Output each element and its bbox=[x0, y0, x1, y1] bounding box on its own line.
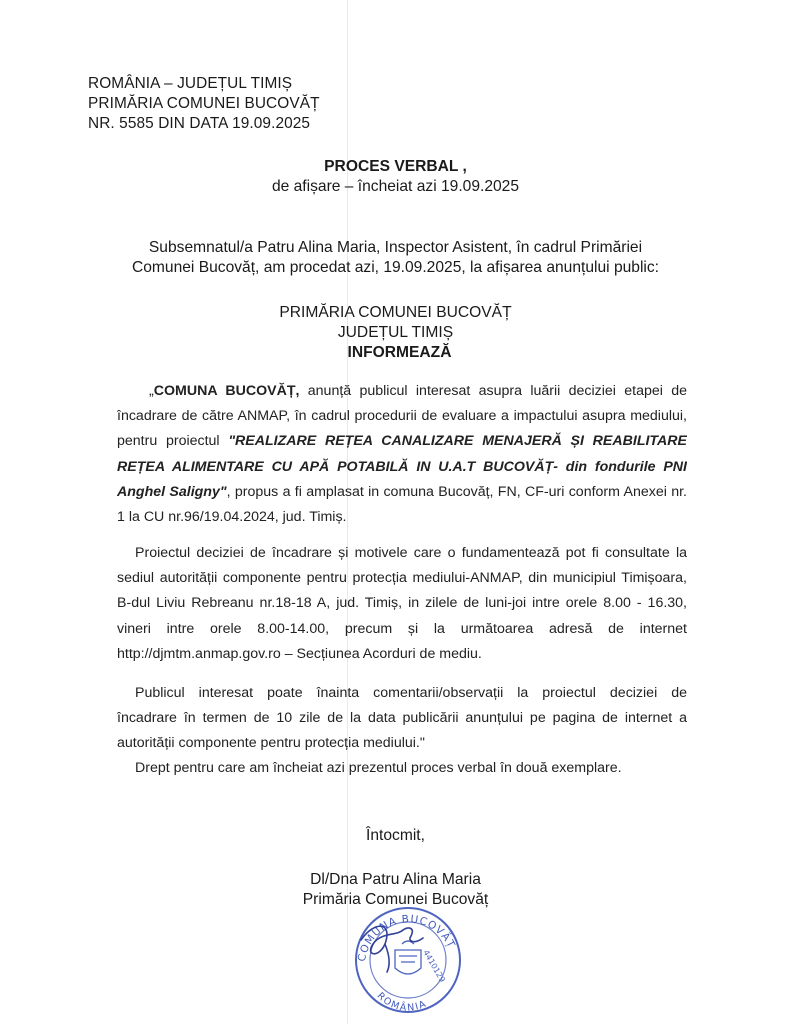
p1-line-3-lead: pentru proiectul bbox=[117, 433, 229, 450]
stamp-text-top: COMUNA BUCOVĂȚ bbox=[355, 913, 458, 963]
project-title-part-2: REȚEA ALIMENTARE CU APĂ POTABILĂ IN U.A.T BUCOVĂȚ- din fondurile PNI bbox=[117, 458, 687, 475]
header-country-county: ROMÂNIA – JUDEȚUL TIMIȘ bbox=[88, 75, 293, 92]
p1-line-5-text: , propus a fi amplasat in comuna Bucovăț, FN, CF-uri conform Anexei nr. bbox=[226, 483, 687, 500]
p1-line-6: 1 la CU nr.96/19.04.2024, jud. Timiș. bbox=[117, 508, 347, 525]
announcement-paragraph-3 bbox=[117, 681, 687, 757]
p2-line-2: sediul autorității componente pentru protecția mediului-ANMAP, din municipiul Timișoara, bbox=[117, 570, 687, 587]
p2-line-4: vineri intre orele 8.00-14.00, precum și la următoarea adresă de internet bbox=[117, 620, 687, 637]
p3-line-3: autorității componente pentru protecția mediului." bbox=[117, 735, 425, 752]
signature-label: Întocmit, bbox=[366, 827, 425, 844]
signatory-institution: Primăria Comunei Bucovăț bbox=[302, 891, 489, 908]
header-registration-number: NR. 5585 DIN DATA 19.09.2025 bbox=[88, 115, 311, 132]
document-header bbox=[88, 74, 320, 134]
intro-paragraph bbox=[0, 238, 791, 278]
p4-line-1: Drept pentru care am încheiat azi prezentul proces verbal în două exemplare. bbox=[135, 760, 622, 776]
header-institution: PRIMĂRIA COMUNEI BUCOVĂȚ bbox=[88, 95, 320, 112]
intro-line-2: Comunei Bucovăț, am procedat azi, 19.09.2025, la afișarea anunțului public: bbox=[131, 259, 660, 276]
intro-line-1: Subsemnatul/a Patru Alina Maria, Inspector Asistent, în cadrul Primăriei bbox=[148, 239, 643, 256]
p2-line-3: B-dul Liviu Rebreanu nr.18-18 A, jud. Timiș, in zilele de luni-joi intre orele 8.00 - 16.30, bbox=[117, 595, 687, 612]
project-title-part-3: Anghel Saligny" bbox=[117, 483, 227, 500]
p2-line-5-url: http://djmtm.anmap.gov.ro – Secțiunea Acorduri de mediu. bbox=[117, 645, 482, 662]
stamp-code: 4410129 bbox=[421, 948, 447, 984]
p3-line-1: Publicul interesat poate înainta comentarii/observații la proiectul deciziei de bbox=[135, 685, 687, 701]
stamp-text-bottom: ROMÂNIA bbox=[374, 990, 429, 1014]
quote-open-mark: „ bbox=[149, 383, 154, 399]
p1-line-3 bbox=[117, 429, 687, 454]
announcer-county: JUDEȚUL TIMIȘ bbox=[337, 324, 454, 341]
signatory-name: Dl/Dna Patru Alina Maria bbox=[310, 871, 481, 888]
announcement-paragraph-1 bbox=[117, 379, 687, 530]
p1-line-5 bbox=[117, 480, 687, 505]
p3-line-2: încadrare în termen de 10 zile de la data publicării anunțului pe pagina de internet a bbox=[117, 710, 687, 727]
announcer-informs-heading: INFORMEAZĂ bbox=[347, 344, 452, 361]
announcer-institution: PRIMĂRIA COMUNEI BUCOVĂȚ bbox=[279, 304, 512, 321]
entity-name: COMUNA BUCOVĂȚ, bbox=[153, 383, 300, 399]
p1-line-2: încadrare de către ANMAP, în cadrul procedurii de evaluare a impactului asupra mediului, bbox=[117, 408, 687, 425]
announcement-paragraph-2 bbox=[117, 541, 687, 667]
official-stamp bbox=[345, 900, 470, 1018]
project-title-part-1: "REALIZARE REȚEA CANALIZARE MENAJERĂ ȘI REABILITARE bbox=[228, 433, 687, 450]
p1-line-1 bbox=[117, 379, 687, 404]
document-title: PROCES VERBAL , bbox=[324, 158, 467, 175]
document-subtitle: de afișare – încheiat azi 19.09.2025 bbox=[271, 178, 520, 195]
closing-paragraph bbox=[117, 756, 687, 781]
p1-line-1-text: anunță publicul interesat asupra luării deciziei etapei de bbox=[299, 383, 687, 399]
stamp-coat-of-arms-icon bbox=[395, 941, 421, 974]
p2-line-1: Proiectul deciziei de încadrare și motivele care o fundamentează pot fi consultate la bbox=[135, 545, 687, 561]
